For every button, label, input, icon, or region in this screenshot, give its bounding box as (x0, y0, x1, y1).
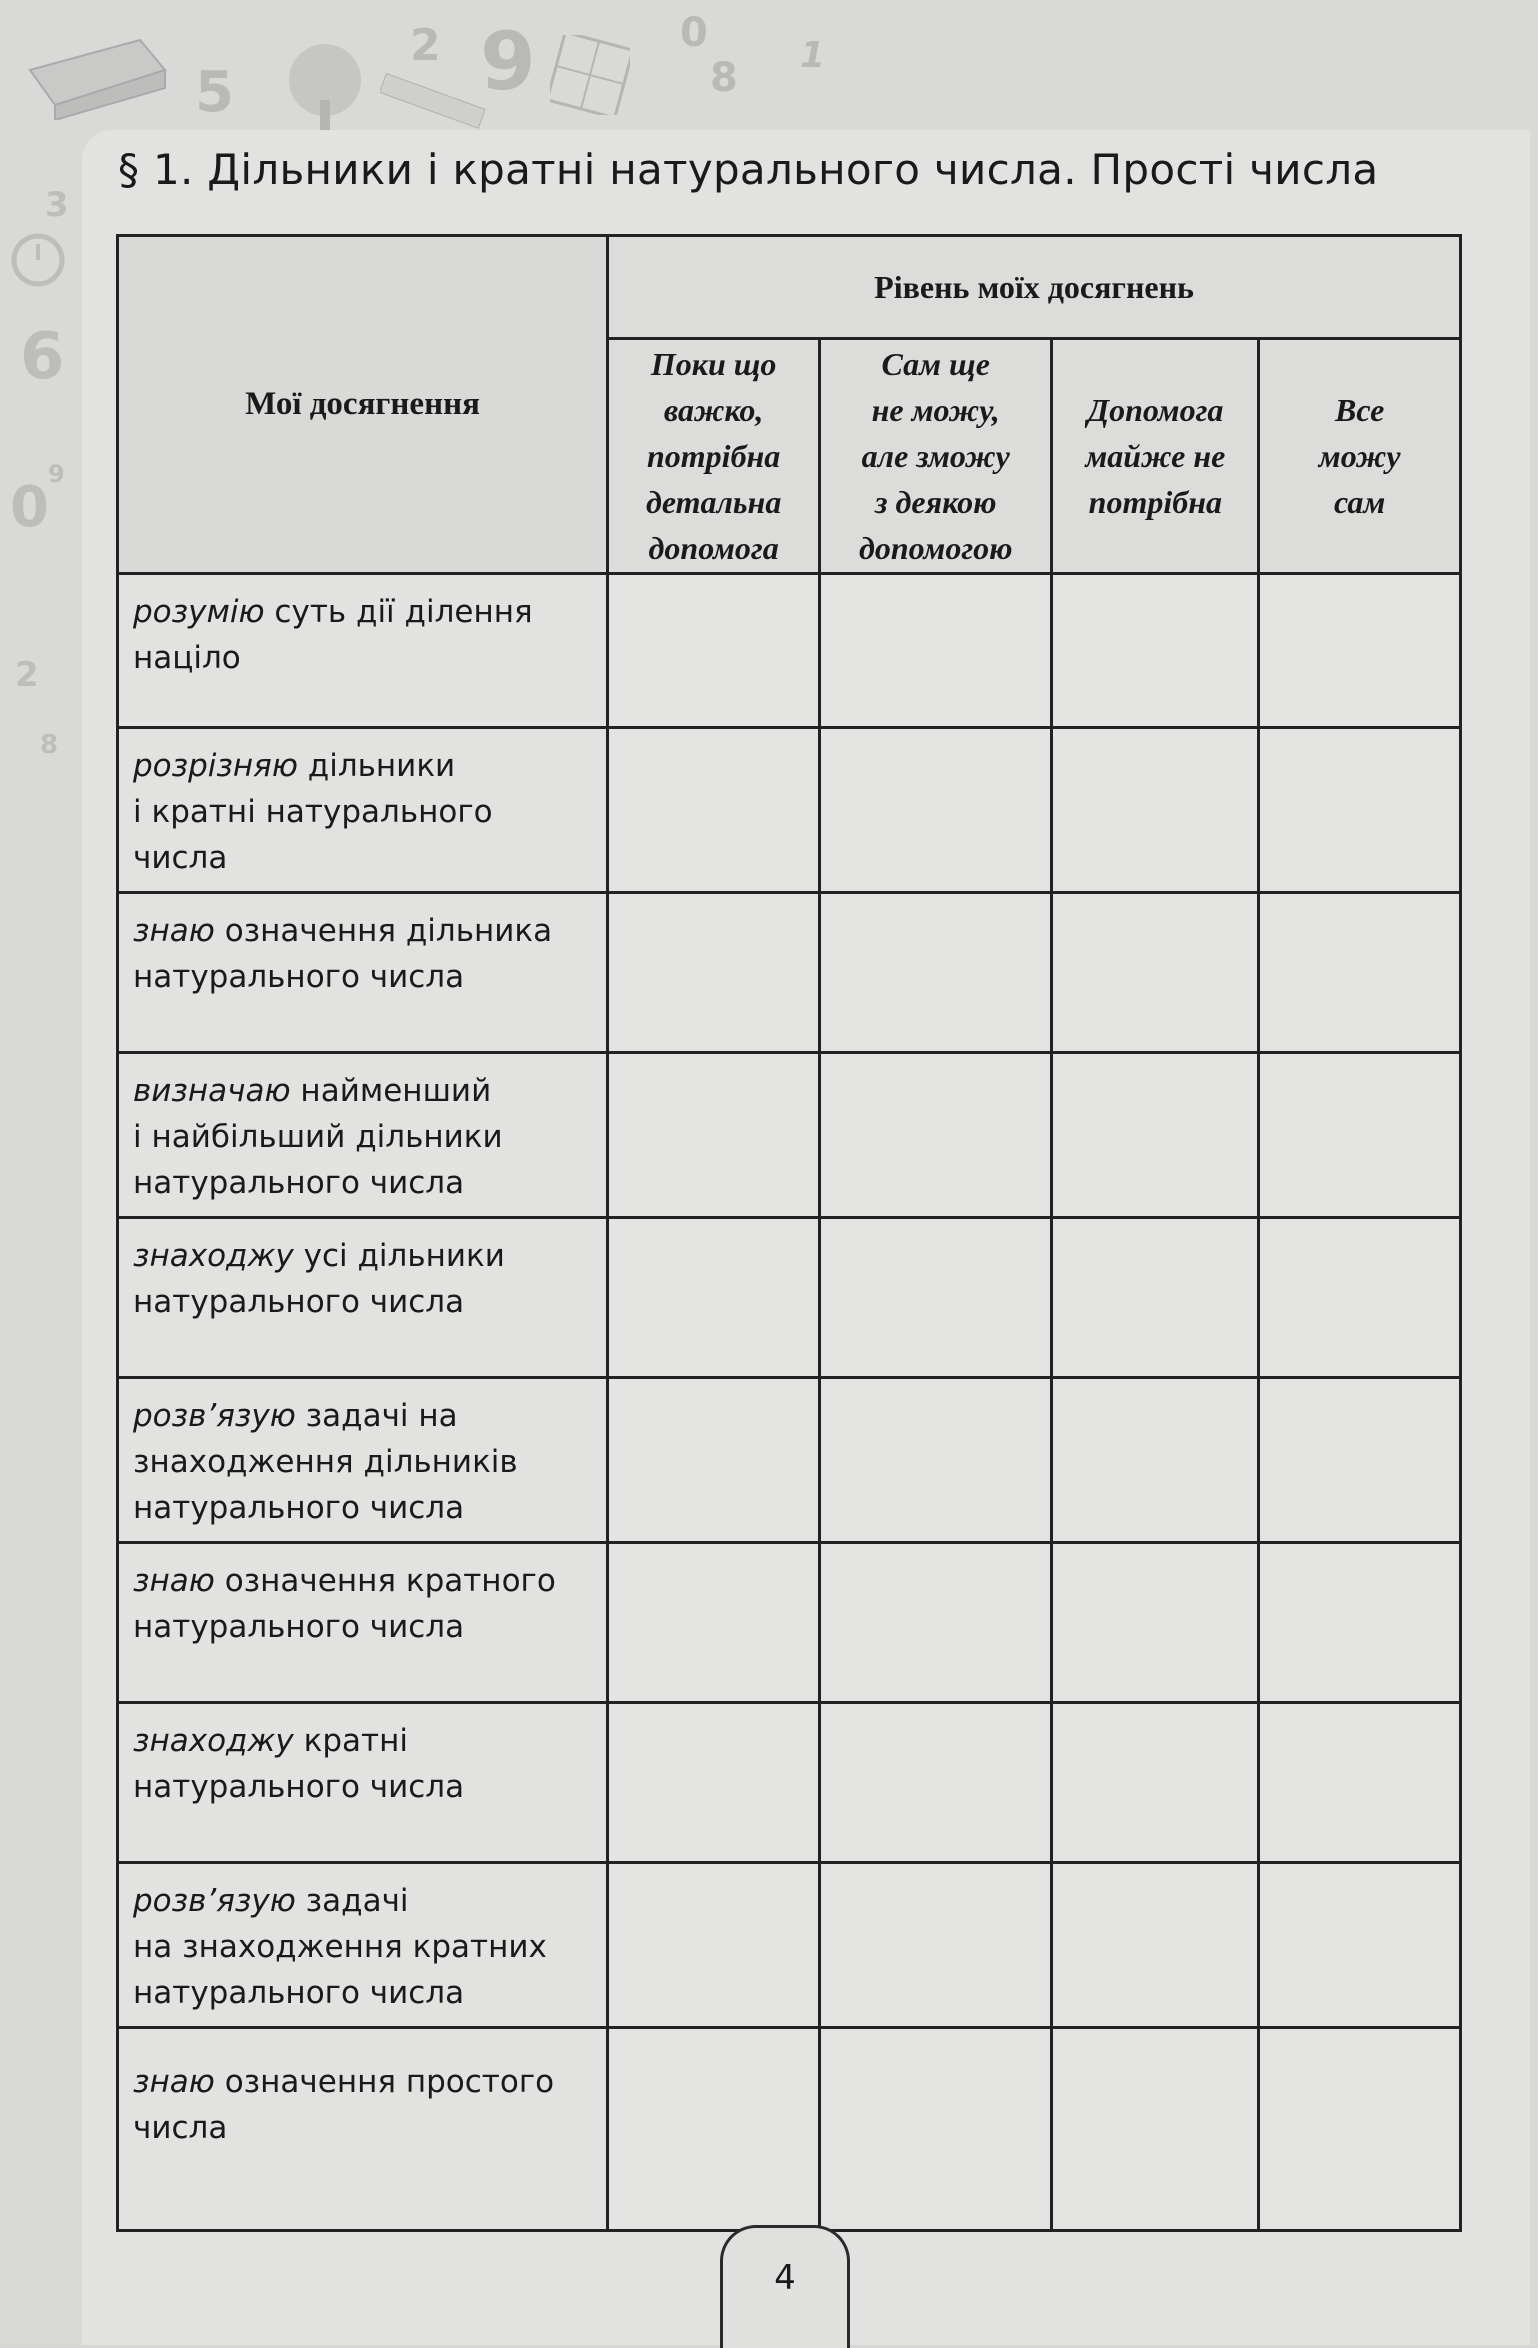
doodle-number: 9 (48, 460, 65, 488)
level-cell-1[interactable] (608, 1053, 820, 1218)
level-cell-4[interactable] (1259, 893, 1461, 1053)
level-cell-1[interactable] (608, 1543, 820, 1703)
table-row (118, 1053, 1461, 1218)
doodle-number: 9 (480, 15, 536, 108)
achievement-text: знаходжу усі дільники натурального числа (118, 1218, 608, 1378)
doodle-number: 8 (710, 55, 738, 101)
achievement-text: знаходжу кратні натурального числа (118, 1703, 608, 1863)
level-cell-2[interactable] (820, 574, 1052, 728)
doodle-number: 2 (410, 20, 441, 71)
table-header-row (118, 236, 1461, 339)
achievement-text: розумію суть дії ділення націло (118, 574, 608, 728)
level-cell-4[interactable] (1259, 1053, 1461, 1218)
doodle-number: 2 (15, 655, 39, 695)
doodle-number: 8 (40, 730, 59, 760)
header-level-2: Сам ще не можу, але зможу з деякою допомогою (820, 339, 1052, 574)
doodle-number: 5 (195, 60, 234, 125)
doodle-number: 6 (20, 320, 65, 394)
page-number: 4 (774, 2258, 796, 2298)
level-cell-1[interactable] (608, 1703, 820, 1863)
achievement-text: розв’язую задачі на знаходження кратних натурального числа (118, 1863, 608, 2028)
level-cell-4[interactable] (1259, 2028, 1461, 2231)
level-cell-2[interactable] (820, 893, 1052, 1053)
level-cell-3[interactable] (1052, 574, 1259, 728)
level-cell-1[interactable] (608, 2028, 820, 2231)
header-level-3: Допомога майже не потрібна (1052, 339, 1259, 574)
level-cell-4[interactable] (1259, 1703, 1461, 1863)
doodle-number: 3 (45, 185, 69, 225)
level-cell-2[interactable] (820, 1543, 1052, 1703)
achievement-text: визначаю найменший і найбільший дільники натурального числа (118, 1053, 608, 1218)
table-row (118, 1218, 1461, 1378)
header-level-4: Все можу сам (1259, 339, 1461, 574)
table-row (118, 893, 1461, 1053)
header-level: Рівень моїх досягнень (608, 236, 1461, 339)
level-cell-3[interactable] (1052, 728, 1259, 893)
achievement-text: розв’язую задачі на знаходження дільників натурального числа (118, 1378, 608, 1543)
doodle-number: 1 (800, 35, 826, 76)
level-cell-3[interactable] (1052, 893, 1259, 1053)
ruler-icon (380, 70, 490, 130)
level-cell-2[interactable] (820, 2028, 1052, 2231)
level-cell-1[interactable] (608, 893, 820, 1053)
level-cell-3[interactable] (1052, 1703, 1259, 1863)
table-row (118, 1863, 1461, 2028)
level-cell-3[interactable] (1052, 1543, 1259, 1703)
level-cell-4[interactable] (1259, 1378, 1461, 1543)
level-cell-1[interactable] (608, 1378, 820, 1543)
level-cell-3[interactable] (1052, 1053, 1259, 1218)
achievement-text: знаю означення дільника натурального числа (118, 893, 608, 1053)
doodle-number: 0 (680, 10, 708, 56)
table-row (118, 2028, 1461, 2231)
level-cell-1[interactable] (608, 728, 820, 893)
achievement-text: знаю означення простого числа (118, 2028, 608, 2231)
table-row (118, 1703, 1461, 1863)
level-cell-2[interactable] (820, 1218, 1052, 1378)
level-cell-3[interactable] (1052, 2028, 1259, 2231)
clock-icon (8, 230, 68, 290)
table-row (118, 728, 1461, 893)
header-achievements: Мої досягнення (118, 236, 608, 574)
section-title: § 1. Дільники і кратні натурального числа. Прості числа (118, 145, 1379, 194)
level-cell-1[interactable] (608, 574, 820, 728)
table-row (118, 1543, 1461, 1703)
level-cell-3[interactable] (1052, 1378, 1259, 1543)
level-cell-2[interactable] (820, 1703, 1052, 1863)
achievement-text: знаю означення кратного натурального числа (118, 1543, 608, 1703)
tree-icon (270, 40, 380, 130)
level-cell-2[interactable] (820, 1053, 1052, 1218)
table-row (118, 1378, 1461, 1543)
achievement-text: розрізняю дільники і кратні натурального числа (118, 728, 608, 893)
level-cell-3[interactable] (1052, 1218, 1259, 1378)
achievements-table (116, 234, 1462, 2232)
level-cell-2[interactable] (820, 728, 1052, 893)
level-cell-1[interactable] (608, 1863, 820, 2028)
level-cell-2[interactable] (820, 1378, 1052, 1543)
level-cell-4[interactable] (1259, 1543, 1461, 1703)
top-doodle-strip (0, 0, 1538, 130)
level-cell-1[interactable] (608, 1218, 820, 1378)
level-cell-4[interactable] (1259, 728, 1461, 893)
left-doodle-strip (0, 130, 80, 830)
level-cell-3[interactable] (1052, 1863, 1259, 2028)
books-icon (20, 30, 170, 120)
header-level-1: Поки що важко, потрібна детальна допомога (608, 339, 820, 574)
table-row (118, 574, 1461, 728)
level-cell-4[interactable] (1259, 1218, 1461, 1378)
level-cell-2[interactable] (820, 1863, 1052, 2028)
doodle-number: 0 (10, 475, 49, 540)
calculator-icon (550, 35, 630, 115)
level-cell-4[interactable] (1259, 1863, 1461, 2028)
level-cell-4[interactable] (1259, 574, 1461, 728)
